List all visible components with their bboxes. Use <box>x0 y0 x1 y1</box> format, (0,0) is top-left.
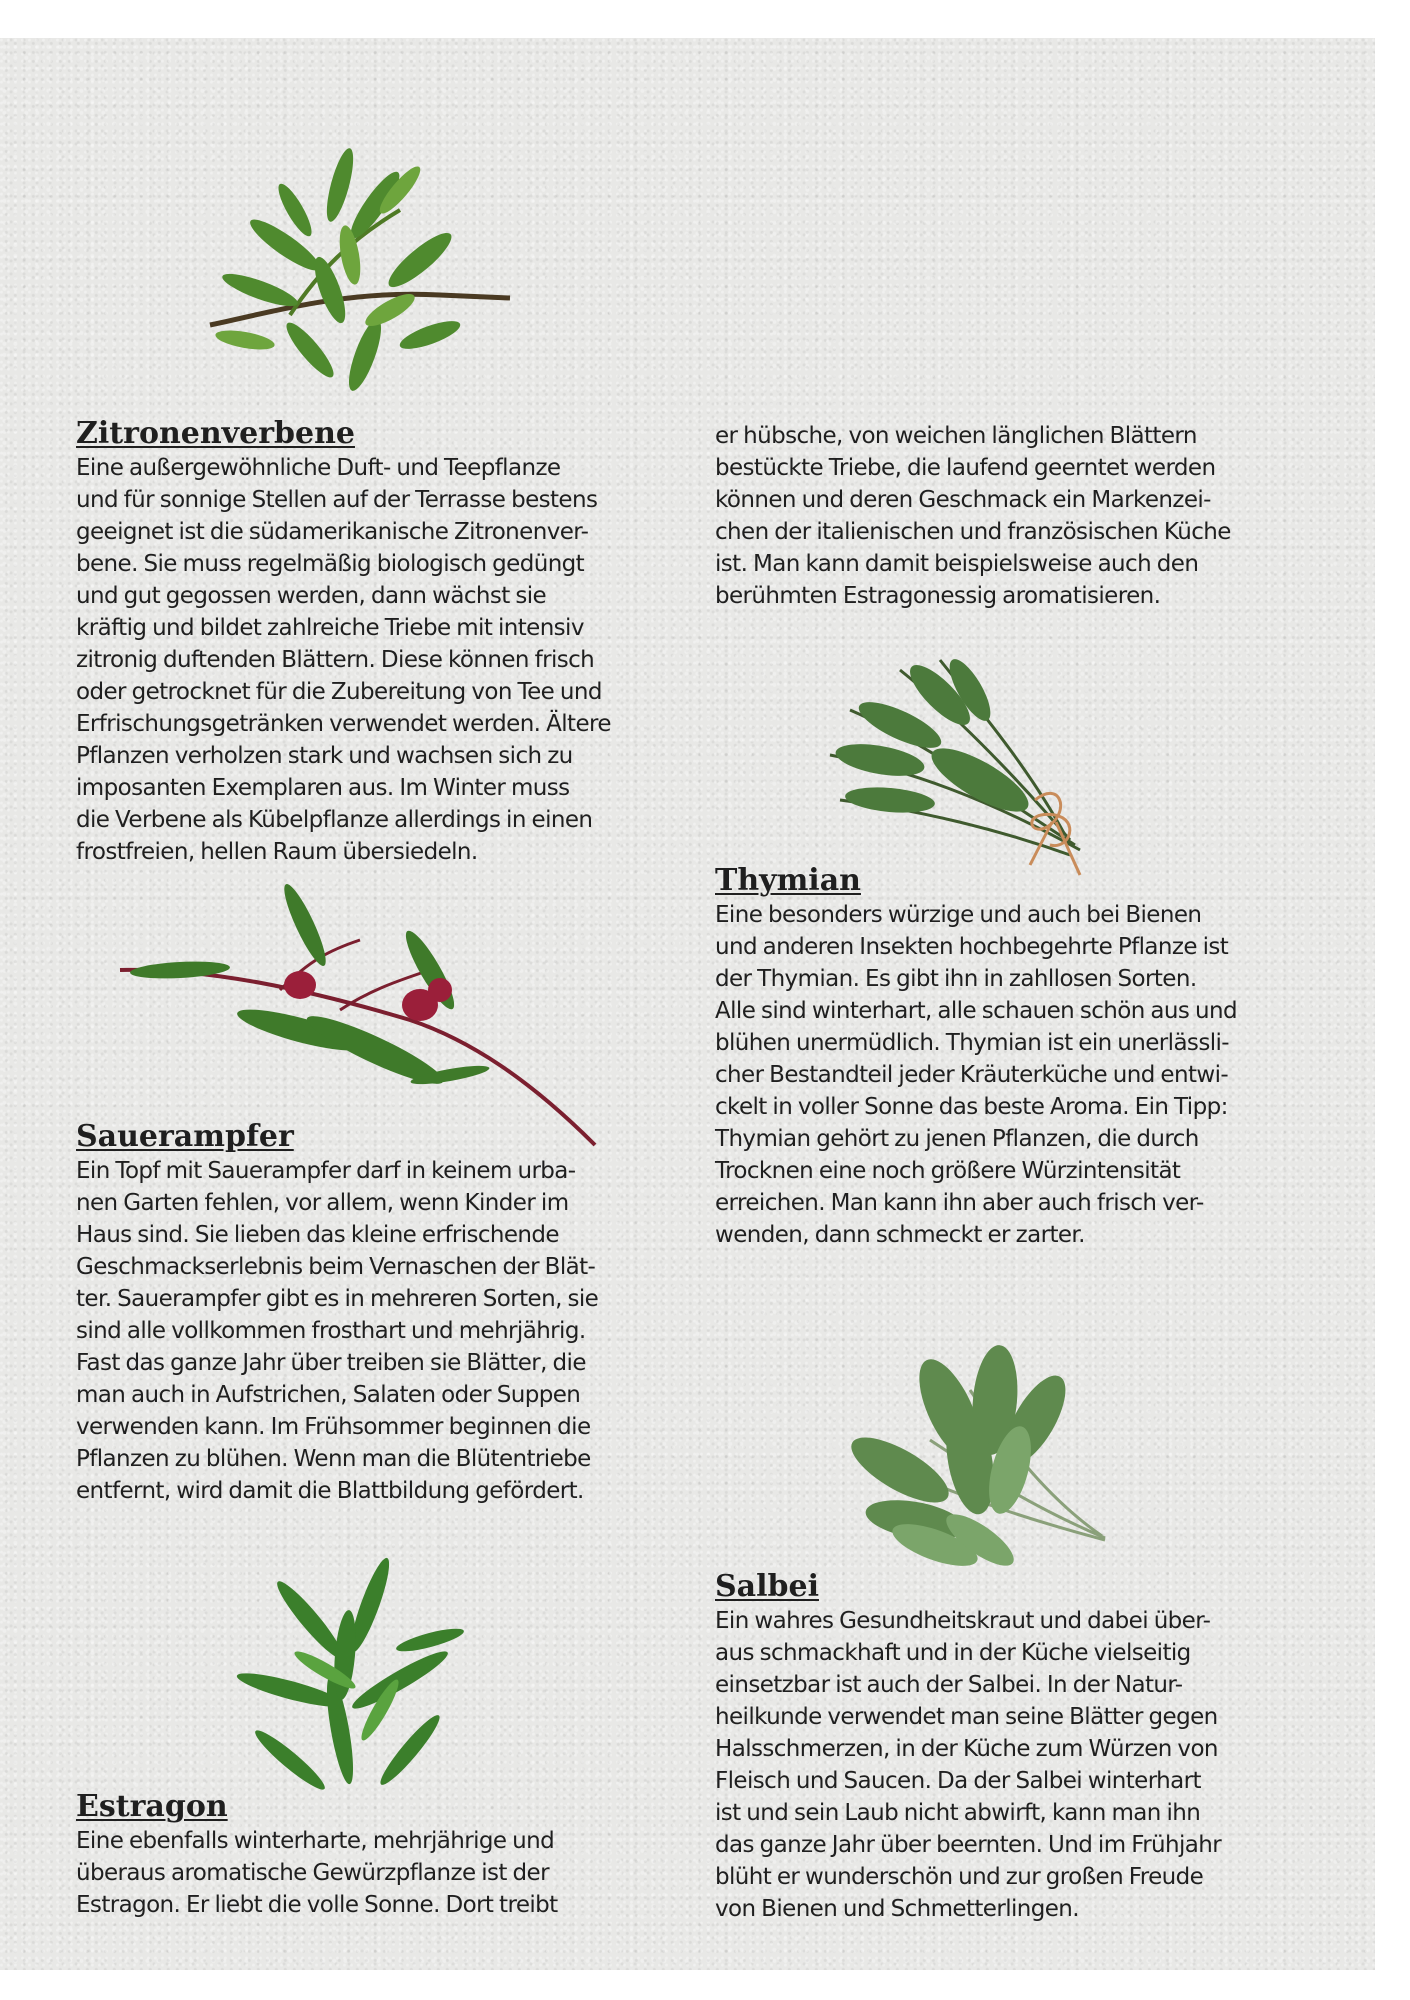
text-line: berühmten Estragonessig aromatisieren. <box>715 583 1161 609</box>
text-line: Eine außergewöhnliche Duft- und Teepflanze <box>76 455 561 481</box>
text-line: Haus sind. Sie lieben das kleine erfrischende <box>76 1222 559 1248</box>
text-line: Ein wahres Gesundheitskraut und dabei über- <box>715 1608 1211 1634</box>
lemon-verbena-image <box>200 150 530 390</box>
text-line: bestückte Triebe, die laufend geerntet werden <box>715 455 1216 481</box>
tarragon-icon <box>235 1555 466 1795</box>
text-line: blüht er wunderschön und zur großen Freude <box>715 1864 1204 1890</box>
text-line: Estragon. Er liebt die volle Sonne. Dort treibt <box>76 1892 558 1918</box>
text-line: Eine ebenfalls winterharte, mehrjährige und <box>76 1828 555 1854</box>
text-line: ist. Man kann damit beispielsweise auch den <box>715 551 1199 577</box>
text-line: Fleisch und Saucen. Da der Salbei winterhart <box>715 1768 1201 1794</box>
lemon-verbena-icon <box>210 146 510 394</box>
text-line: Eine besonders würzige und auch bei Bienen <box>715 902 1202 928</box>
text-line: oder getrocknet für die Zubereitung von Tee und <box>76 679 602 705</box>
sauerampfer-title: Sauerampfer <box>76 1119 294 1154</box>
sorrel-image <box>110 880 610 1150</box>
text-line: Pflanzen zu blühen. Wenn man die Blütentriebe <box>76 1446 591 1472</box>
text-line: und für sonnige Stellen auf der Terrasse bestens <box>76 487 598 513</box>
text-line: überaus aromatische Gewürzpflanze ist der <box>76 1860 549 1886</box>
text-line: Erfrischungsgetränken verwendet werden. Ältere <box>76 711 611 737</box>
text-line: bene. Sie muss regelmäßig biologisch gedüngt <box>76 551 585 577</box>
text-line: Alle sind winterhart, alle schauen schön aus und <box>715 998 1237 1024</box>
text-line: ckelt in voller Sonne das beste Aroma. Ein Tipp: <box>715 1094 1228 1120</box>
text-line: verwenden kann. Im Frühsommer beginnen die <box>76 1414 591 1440</box>
text-line: erreichen. Man kann ihn aber auch frisch ver- <box>715 1190 1204 1216</box>
text-line: Ein Topf mit Sauerampfer darf in keinem urba- <box>76 1158 576 1184</box>
text-line: ist und sein Laub nicht abwirft, kann man ihn <box>715 1800 1201 1826</box>
text-line: cher Bestandteil jeder Kräuterküche und entwi- <box>715 1062 1229 1088</box>
text-line: können und deren Geschmack ein Markenzei- <box>715 487 1211 513</box>
text-line: Thymian gehört zu jenen Pflanzen, die durch <box>715 1126 1199 1152</box>
text-line: entfernt, wird damit die Blattbildung gefördert. <box>76 1478 584 1504</box>
text-line: zitronig duftenden Blättern. Diese können frisch <box>76 647 595 673</box>
text-line: das ganze Jahr über beernten. Und im Frühjahr <box>715 1832 1222 1858</box>
text-line: heilkunde verwendet man seine Blätter gegen <box>715 1704 1218 1730</box>
estragon-text-continued <box>715 420 1231 612</box>
text-line: ter. Sauerampfer gibt es in mehreren Sorten, sie <box>76 1286 599 1312</box>
text-line: einsetzbar ist auch der Salbei. In der Natur- <box>715 1672 1183 1698</box>
text-line: der Thymian. Es gibt ihn in zahllosen Sorten. <box>715 966 1197 992</box>
text-line: blühen unermüdlich. Thymian ist ein unerlässli- <box>715 1030 1229 1056</box>
sage-image <box>840 1350 1120 1600</box>
text-line: geeignet ist die südamerikanische Zitronenver- <box>76 519 589 545</box>
text-line: aus schmackhaft und in der Küche vielseitig <box>715 1640 1191 1666</box>
text-line: sind alle vollkommen frosthart und mehrjährig. <box>76 1318 586 1344</box>
text-line: Halsschmerzen, in der Küche zum Würzen von <box>715 1736 1218 1762</box>
text-line: man auch in Aufstrichen, Salaten oder Suppen <box>76 1382 581 1408</box>
sauerampfer-text <box>76 1155 598 1507</box>
text-line: Trocknen eine noch größere Würzintensität <box>715 1158 1181 1184</box>
text-line: Geschmackserlebnis beim Vernaschen der Blät- <box>76 1254 596 1280</box>
salbei-title: Salbei <box>715 1569 819 1604</box>
text-line: nen Garten fehlen, vor allem, wenn Kinder im <box>76 1190 569 1216</box>
text-line: frostfreien, hellen Raum übersiedeln. <box>76 839 478 865</box>
text-line: kräftig und bildet zahlreiche Triebe mit intensiv <box>76 615 584 641</box>
zitronenverbene-title: Zitronenverbene <box>76 416 355 451</box>
text-line: Fast das ganze Jahr über treiben sie Blätter, die <box>76 1350 586 1376</box>
estragon-text <box>76 1825 558 1921</box>
text-line: imposanten Exemplaren aus. Im Winter muss <box>76 775 570 801</box>
sage-icon <box>842 1343 1105 1574</box>
text-line: er hübsche, von weichen länglichen Blättern <box>715 423 1197 449</box>
thymian-text <box>715 899 1237 1251</box>
tarragon-image <box>230 1560 480 1810</box>
text-line: chen der italienischen und französischen Küche <box>715 519 1231 545</box>
text-line: Pflanzen verholzen stark und wachsen sich zu <box>76 743 573 769</box>
salbei-text <box>715 1605 1221 1925</box>
text-line: und gut gegossen werden, dann wächst sie <box>76 583 547 609</box>
thyme-icon <box>830 654 1080 875</box>
thyme-image <box>820 650 1110 890</box>
text-line: von Bienen und Schmetterlingen. <box>715 1896 1079 1922</box>
text-line: und anderen Insekten hochbegehrte Pflanze ist <box>715 934 1229 960</box>
thymian-title: Thymian <box>715 863 861 898</box>
zitronenverbene-text <box>76 452 611 868</box>
sorrel-icon <box>120 880 595 1145</box>
estragon-title: Estragon <box>76 1789 228 1824</box>
text-line: die Verbene als Kübelpflanze allerdings in einen <box>76 807 593 833</box>
text-line: wenden, dann schmeckt er zarter. <box>715 1222 1085 1248</box>
